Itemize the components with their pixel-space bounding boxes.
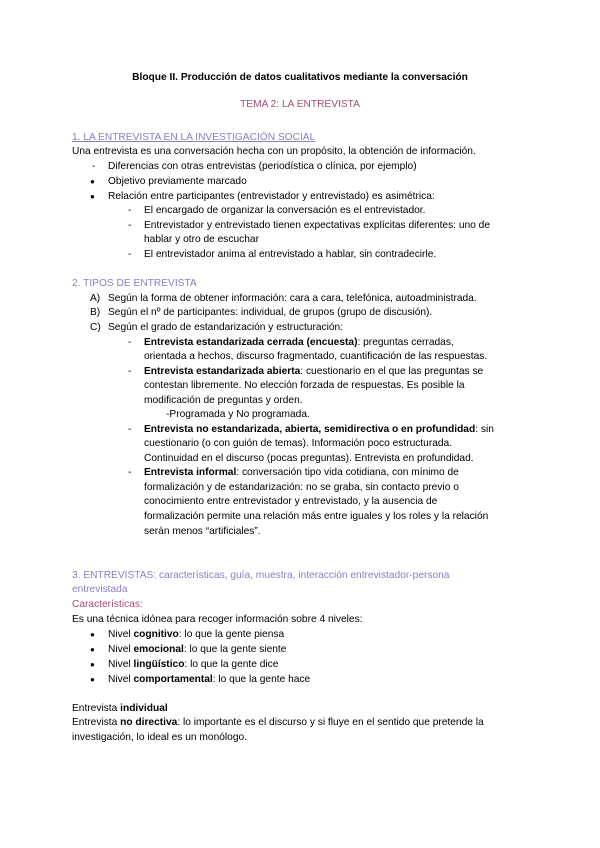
type-profundidad-line: cuestionario (o con guión de temas). Información poco estructurada. <box>144 438 453 449</box>
level-desc: : lo que la gente siente <box>183 644 287 655</box>
type-profundidad-line: Continuidad en el discurso (pocas preguntas). Entrevista en profundidad. <box>144 453 474 464</box>
dash-marker: - <box>128 467 132 478</box>
s1-sub-2b: hablar y otro de escuchar <box>144 234 259 245</box>
bullet-marker: ● <box>90 660 95 669</box>
type-informal-line: formalización y de estandarización: no se graba, sin contacto previo o <box>144 482 459 493</box>
bullet-marker: ● <box>90 675 95 684</box>
level-name: cognitivo <box>133 629 179 640</box>
block-title: Bloque II. Producción de datos cualitativos mediante la conversación <box>132 72 468 83</box>
entrevista-desc: : lo importante es el discurso y si fluye en el sentido que pretende la <box>177 717 484 728</box>
s1-dash-item: Diferencias con otras entrevistas (periodística o clínica, por ejemplo) <box>108 161 417 172</box>
section-1-heading: 1. LA ENTREVISTA EN LA INVESTIGACIÓN SOCIAL <box>72 132 316 143</box>
level-prefix: Nivel <box>108 674 134 685</box>
level-linguistico <box>108 659 278 671</box>
section-3-heading-cont: entrevistada <box>72 584 128 595</box>
section-2-heading: 2. TIPOS DE ENTREVISTA <box>72 278 197 289</box>
level-desc: : lo que la gente piensa <box>178 629 285 640</box>
bullet-marker: ● <box>90 645 95 654</box>
level-emocional <box>108 644 286 656</box>
level-name: comportamental <box>133 674 213 685</box>
s1-bullet-1: Objetivo previamente marcado <box>108 176 247 187</box>
caracteristicas-heading: Características: <box>72 599 143 610</box>
level-desc: : lo que la gente hace <box>212 674 311 685</box>
s1-bullet-2: Relación entre participantes (entrevistador y entrevistado) es asimétrica: <box>108 191 435 202</box>
type-abierta-line: -Programada y No programada. <box>166 409 310 420</box>
entrevista-no-directiva <box>72 717 484 729</box>
type-abierta-line: contestan libremente. No elección forzada de respuestas. Es posible la <box>144 380 465 391</box>
dash-marker: - <box>92 161 96 172</box>
s2-item-b: Según el nº de participantes: individual, de grupos (grupo de discusión). <box>108 307 433 318</box>
dash-marker: - <box>128 337 132 348</box>
bullet-marker: ● <box>90 630 95 639</box>
section-3-heading: 3. ENTREVISTAS: características, guía, muestra, interacción entrevistador-persona <box>72 570 450 581</box>
s1-intro: Una entrevista es una conversación hecha con un propósito, la obtención de información. <box>72 146 476 157</box>
list-marker-c: C) <box>90 322 101 333</box>
type-cerrada-line: orientada a hechos, discurso fragmentado, cuantificación de las respuestas. <box>144 351 488 362</box>
type-informal <box>144 467 459 479</box>
s2-item-a: Según la forma de obtener información: cara a cara, telefónica, autoadministrada. <box>108 293 477 304</box>
level-name: lingüístico <box>133 659 185 670</box>
dash-marker: - <box>128 366 132 377</box>
bullet-marker: ● <box>90 177 95 186</box>
entrevista-individual <box>72 703 168 715</box>
bullet-marker: ● <box>90 192 95 201</box>
level-cognitivo <box>108 629 284 641</box>
type-abierta-line: modificación de preguntas y orden. <box>144 395 303 406</box>
entrevista-no-directiva-line: investigación, lo ideal es un monólogo. <box>72 732 247 743</box>
type-abierta-desc: : cuestionario en el que las preguntas se <box>300 366 484 377</box>
type-cerrada-title: Entrevista estandarizada cerrada (encuesta) <box>144 337 358 348</box>
dash-marker: - <box>128 205 132 216</box>
dash-marker: - <box>128 249 132 260</box>
dash-marker: - <box>128 220 132 231</box>
list-marker-a: A) <box>90 293 101 304</box>
s3-intro: Es una técnica idónea para recoger información sobre 4 niveles: <box>72 614 363 625</box>
type-abierta <box>144 366 483 378</box>
type-informal-line: conocimiento entre entrevistador y entrevistado, y la ausencia de <box>144 496 438 507</box>
type-informal-line: formalización permite una relación más entre iguales y los roles y la relación <box>144 511 489 522</box>
dash-marker: - <box>128 424 132 435</box>
entrevista-label: Entrevista <box>72 717 121 728</box>
level-prefix: Nivel <box>108 659 134 670</box>
type-cerrada-desc: : preguntas cerradas, <box>357 337 454 348</box>
type-cerrada <box>144 337 454 349</box>
type-profundidad-title: Entrevista no estandarizada, abierta, semidirectiva o en profundidad <box>144 424 476 435</box>
level-name: emocional <box>133 644 184 655</box>
type-informal-line: serán menos “artificiales”. <box>144 526 261 537</box>
type-abierta-title: Entrevista estandarizada abierta <box>144 366 301 377</box>
level-desc: : lo que la gente dice <box>184 659 279 670</box>
entrevista-kind: individual <box>120 703 168 714</box>
level-prefix: Nivel <box>108 644 134 655</box>
tema-title: TEMA 2: LA ENTREVISTA <box>240 99 360 110</box>
type-profundidad <box>144 424 494 436</box>
s2-item-c: Según el grado de estandarización y estructuración: <box>108 322 344 333</box>
level-comportamental <box>108 674 310 686</box>
s1-sub-2a: Entrevistador y entrevistado tienen expectativas explícitas diferentes: uno de <box>144 220 491 231</box>
s1-sub-3: El entrevistador anima al entrevistado a hablar, sin contradecirle. <box>144 249 437 260</box>
type-informal-desc: : conversación tipo vida cotidiana, con mínimo de <box>236 467 459 478</box>
type-profundidad-desc: : sin <box>475 424 494 435</box>
type-informal-title: Entrevista informal <box>144 467 237 478</box>
entrevista-kind: no directiva <box>120 717 178 728</box>
level-prefix: Nivel <box>108 629 134 640</box>
list-marker-b: B) <box>90 307 101 318</box>
entrevista-label: Entrevista <box>72 703 121 714</box>
s1-sub-1: El encargado de organizar la conversación es el entrevistador. <box>144 205 426 216</box>
